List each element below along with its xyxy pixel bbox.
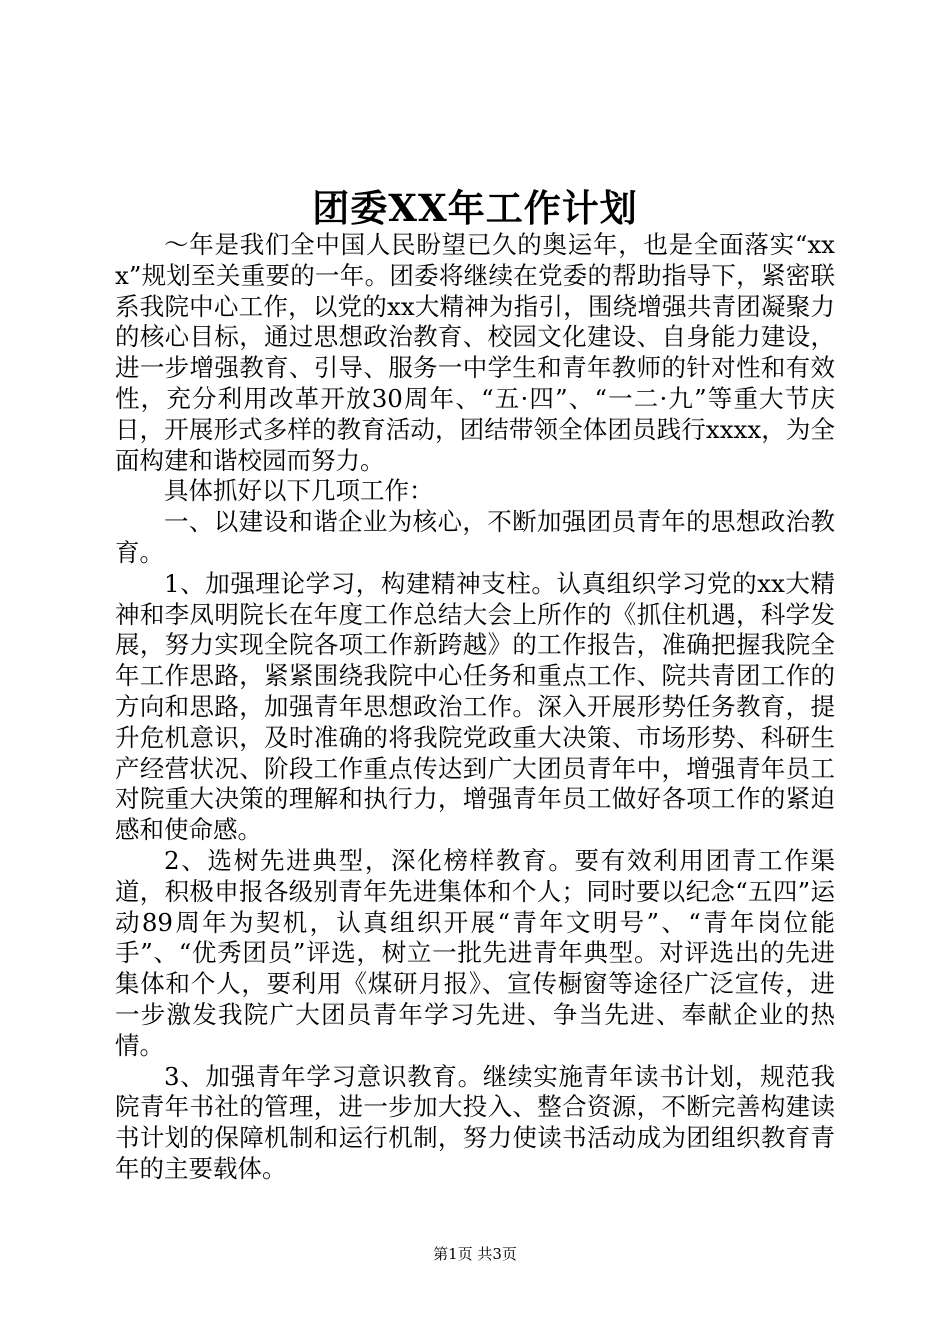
document-body: [115, 230, 835, 1185]
paragraph-item-3: 3、加强青年学习意识教育。继续实施青年读书计划，规范我院青年书社的管理，进一步加大投入、整合资源，不断完善构建读书计划的保障机制和运行机制，努力使读书活动成为团组织教育青年的主要载体。: [115, 1061, 835, 1183]
paragraph-item-1: 1、加强理论学习，构建精神支柱。认真组织学习党的xx大精神和李凤明院长在年度工作总结大会上所作的《抓住机遇，科学发展，努力实现全院各项工作新跨越》的工作报告，准确把握我院全年工作思路，紧紧围绕我院中心任务和重点工作、院共青团工作的方向和思路，加强青年思想政治工作。深入开展形势任务教育，提升危机意识，及时准确的将我院党政重大决策、市场形势、科研生产经营状况、阶段工作重点传达到广大团员青年中，增强青年员工对院重大决策的理解和执行力，增强青年员工做好各项工作的紧迫感和使命感。: [115, 568, 835, 845]
paragraph-item-2: 2、选树先进典型，深化榜样教育。要有效利用团青工作渠道，积极申报各级别青年先进集体和个人；同时要以纪念“五四”运动89周年为契机，认真组织开展“青年文明号”、“青年岗位能手”、“优秀团员”评选，树立一批先进青年典型。对评选出的先进集体和个人，要利用《煤研月报》、宣传橱窗等途径广泛宣传，进一步激发我院广大团员青年学习先进、争当先进、奉献企业的热情。: [115, 845, 835, 1060]
page-footer: 第1页 共3页: [433, 1245, 517, 1263]
paragraph-tasks-lead: 具体抓好以下几项工作：: [164, 476, 434, 506]
paragraph-intro: ～年是我们全中国人民盼望已久的奥运年，也是全面落实“xxx”规划至关重要的一年。团委将继续在党委的帮助指导下，紧密联系我院中心工作，以党的xx大精神为指引，围绕增强共青团凝聚力的核心目标，通过思想政治教育、校园文化建设、自身能力建设，进一步增强教育、引导、服务一中学生和青年教师的针对性和有效性，充分利用改革开放30周年、“五·四”、“一二·九”等重大节庆日，开展形式多样的教育活动，团结带领全体团员践行xxxx，为全面构建和谐校园而努力。: [115, 230, 835, 475]
paragraph-section-one-heading: 一、以建设和谐企业为核心，不断加强团员青年的思想政治教育。: [115, 507, 835, 567]
document-title: 团委XX年工作计划: [312, 186, 638, 230]
